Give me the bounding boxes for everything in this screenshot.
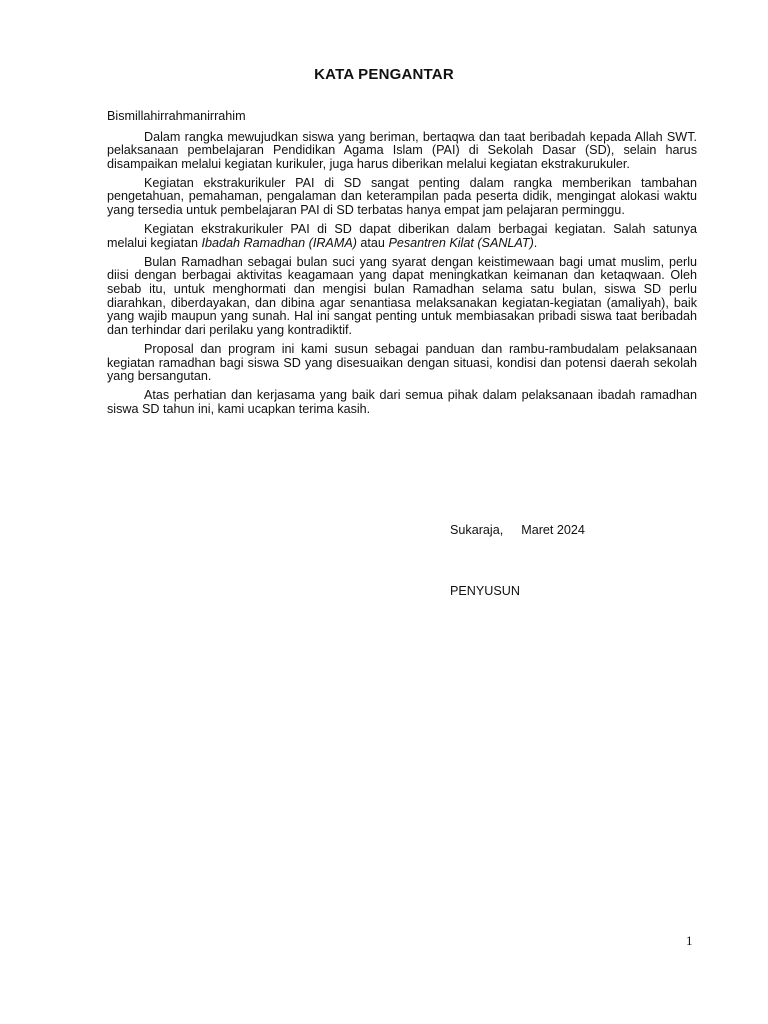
opening-line: Bismillahirrahmanirrahim <box>107 109 246 123</box>
paragraph-2: Kegiatan ekstrakurikuler PAI di SD sangat penting dalam rangka memberikan tambahan pengetahuan, pemahaman, pengalaman dan keterampilan pada peserta didik, mengingat alokasi waktu yang tersedia untuk pembelajaran PAI di SD terbatas hanya empat jam pelajaran perminggu. <box>107 175 697 218</box>
place-text: Sukaraja, <box>450 523 504 537</box>
paragraph-6: Atas perhatian dan kerjasama yang baik dari semua pihak dalam pelaksanaan ibadah ramadhan siswa SD tahun ini, kami ucapkan terima kasih. <box>107 388 697 416</box>
date-text: Maret 2024 <box>521 523 585 537</box>
paragraph-3 <box>107 223 697 250</box>
paragraph-1: Dalam rangka mewujudkan siswa yang beriman, bertaqwa dan taat beribadah kepada Allah SWT. pelaksanaan pembelajaran Pendidikan Agama Islam (PAI) di Sekolah Dasar (SD), selain harus disampaikan melalui kegiatan kurikuler, juga harus diberikan melalui kegiatan ekstrakurukuler. <box>107 129 697 171</box>
page-number: 1 <box>686 933 693 948</box>
sanlat-term: Pesantren Kilat (SANLAT) <box>388 235 534 250</box>
signer-label: PENYUSUN <box>450 584 520 598</box>
paragraph-3-text-middle: atau <box>356 235 389 250</box>
page-title: KATA PENGANTAR <box>314 66 454 83</box>
paragraph-3-text-before: Kegiatan ekstrakurikuler PAI di SD dapat diberikan dalam berbagai kegiatan. Salah satunya melalui kegiatan <box>107 222 697 250</box>
irama-term: Ibadah Ramadhan (IRAMA) <box>201 235 357 250</box>
document-body <box>107 110 697 422</box>
paragraph-5: Proposal dan program ini kami susun sebagai panduan dan rambu-rambudalam pelaksanaan kegiatan ramadhan bagi siswa SD yang disesuaikan dengan situasi, kondisi dan potensi daerah sekolah yang bersangutan. <box>107 341 697 384</box>
place-date-line <box>450 523 585 537</box>
paragraph-3-text-after: . <box>533 235 538 250</box>
paragraph-4: Bulan Ramadhan sebagai bulan suci yang syarat dengan keistimewaan bagi umat muslim, perlu diisi dengan berbagai aktivitas keagamaan yang dapat meningkatkan keimanan dan ketaqwaan. Oleh sebab itu, untuk menghormati dan mengisi bulan Ramadhan selama satu bulan, siswa SD perlu diarahkan, diberdayakan, dan dibina agar senantiasa melaksanakan kegiatan-kegiatan (amaliyah), baik yang wajib maupun yang sunah. Hal ini sangat penting untuk membiasakan pribadi siswa taat beribadah dan terhindar dari perilaku yang kontradiktif. <box>107 254 697 337</box>
